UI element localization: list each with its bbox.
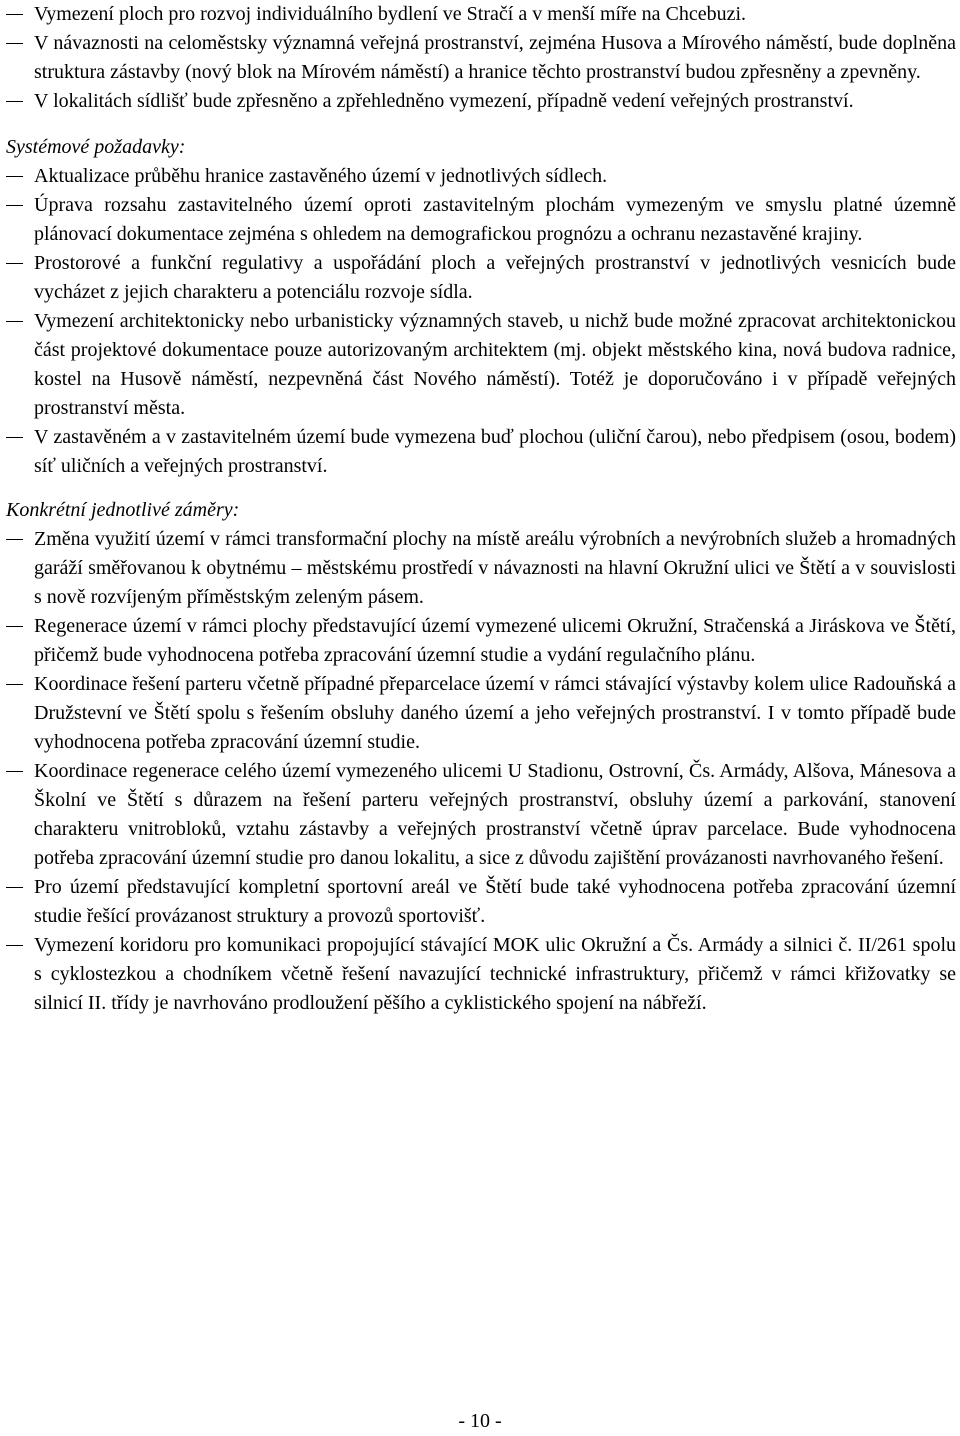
section-heading-systemove: Systémové požadavky:	[6, 136, 186, 158]
list-item: Změna využití území v rámci transformační plochy na místě areálu výrobních a nevýrobních služeb a hromadných garáží směřovanou k obytnému – městskému prostředí v návaznosti na hlavní Okružní ulici ve Štětí a v souvislosti s nově rozvíjeným příměstským zeleným pásem.	[6, 525, 956, 612]
list-item: Pro území představující kompletní sportovní areál ve Štětí bude také vyhodnocena potřeba zpracování územní studie řešící provázanost struktury a provozů sportovišť.	[6, 873, 956, 931]
list-item: V lokalitách sídlišť bude zpřesněno a zpřehledněno vymezení, případně vedení veřejných prostranství.	[6, 87, 956, 116]
heading-text: Konkrétní jednotlivé záměry	[6, 499, 233, 521]
list-item: Prostorové a funkční regulativy a uspořádání ploch a veřejných prostranství v jednotlivých vesnicích bude vycházet z jejich charakteru a potenciálu rozvoje sídla.	[6, 249, 956, 307]
list-item: V zastavěném a v zastavitelném území bude vymezena buď plochou (uliční čarou), nebo předpisem (osou, bodem) síť uličních a veřejných prostranství.	[6, 423, 956, 481]
list-item: Aktualizace průběhu hranice zastavěného území v jednotlivých sídlech.	[6, 162, 956, 191]
list-item: Koordinace řešení parteru včetně případné přeparcelace území v rámci stávající výstavby kolem ulice Radouňská a Družstevní ve Štětí spolu s řešením obsluhy daného území a jeho veřejných prostranství. I v tomto případě bude vyhodnocena potřeba zpracování územní studie.	[6, 670, 956, 757]
list-item: V návaznosti na celoměstsky významná veřejná prostranství, zejména Husova a Mírového náměstí, bude doplněna struktura zástavby (nový blok na Mírovém náměstí) a hranice těchto prostranství budou zpřesněny a zpevněny.	[6, 29, 956, 87]
konkretni-bullet-list	[6, 525, 956, 1018]
list-item: Vymezení architektonicky nebo urbanisticky významných staveb, u nichž bude možné zpracovat architektonickou část projektové dokumentace pouze autorizovaným architektem (mj. objekt městského kina, nová budova radnice, kostel na Husově náměstí, nezpevněná část Nového náměstí). Totéž je doporučováno i v případě veřejných prostranství města.	[6, 307, 956, 423]
systemove-bullet-list	[6, 162, 956, 481]
list-item: Úprava rozsahu zastavitelného území oproti zastavitelným plochám vymezeným ve smyslu platné územně plánovací dokumentace zejména s ohledem na demografickou prognózu a ochranu nezastavěné krajiny.	[6, 191, 956, 249]
list-item: Regenerace území v rámci plochy představující území vymezené ulicemi Okružní, Stračenská a Jiráskova ve Štětí, přičemž bude vyhodnocena potřeba zpracování územní studie a vydání regulačního plánu.	[6, 612, 956, 670]
list-item: Vymezení ploch pro rozvoj individuálního bydlení ve Stračí a v menší míře na Chcebuzi.	[6, 0, 956, 29]
page-number: - 10 -	[458, 1410, 502, 1432]
top-bullet-list	[6, 0, 956, 116]
heading-text: Systémové požadavky	[6, 136, 179, 158]
section-heading-konkretni: Konkrétní jednotlivé záměry:	[6, 499, 240, 521]
list-item: Koordinace regenerace celého území vymezeného ulicemi U Stadionu, Ostrovní, Čs. Armády, Alšova, Mánesova a Školní ve Štětí s důrazem na řešení parteru veřejných prostranství, obsluhy území a parkování, stanovení charakteru vnitrobloků, vztahu zástavby a veřejných prostranství včetně úprav parcelace. Bude vyhodnocena potřeba zpracování územní studie pro danou lokalitu, a sice z důvodu zajištění provázanosti navrhovaného řešení.	[6, 757, 956, 873]
list-item: Vymezení koridoru pro komunikaci propojující stávající MOK ulic Okružní a Čs. Armády a silnici č. II/261 spolu s cyklostezkou a chodníkem včetně řešení navazující technické infrastruktury, přičemž v rámci křižovatky se silnicí II. třídy je navrhováno prodloužení pěšího a cyklistického spojení na nábřeží.	[6, 931, 956, 1018]
document-page	[6, 0, 956, 1018]
